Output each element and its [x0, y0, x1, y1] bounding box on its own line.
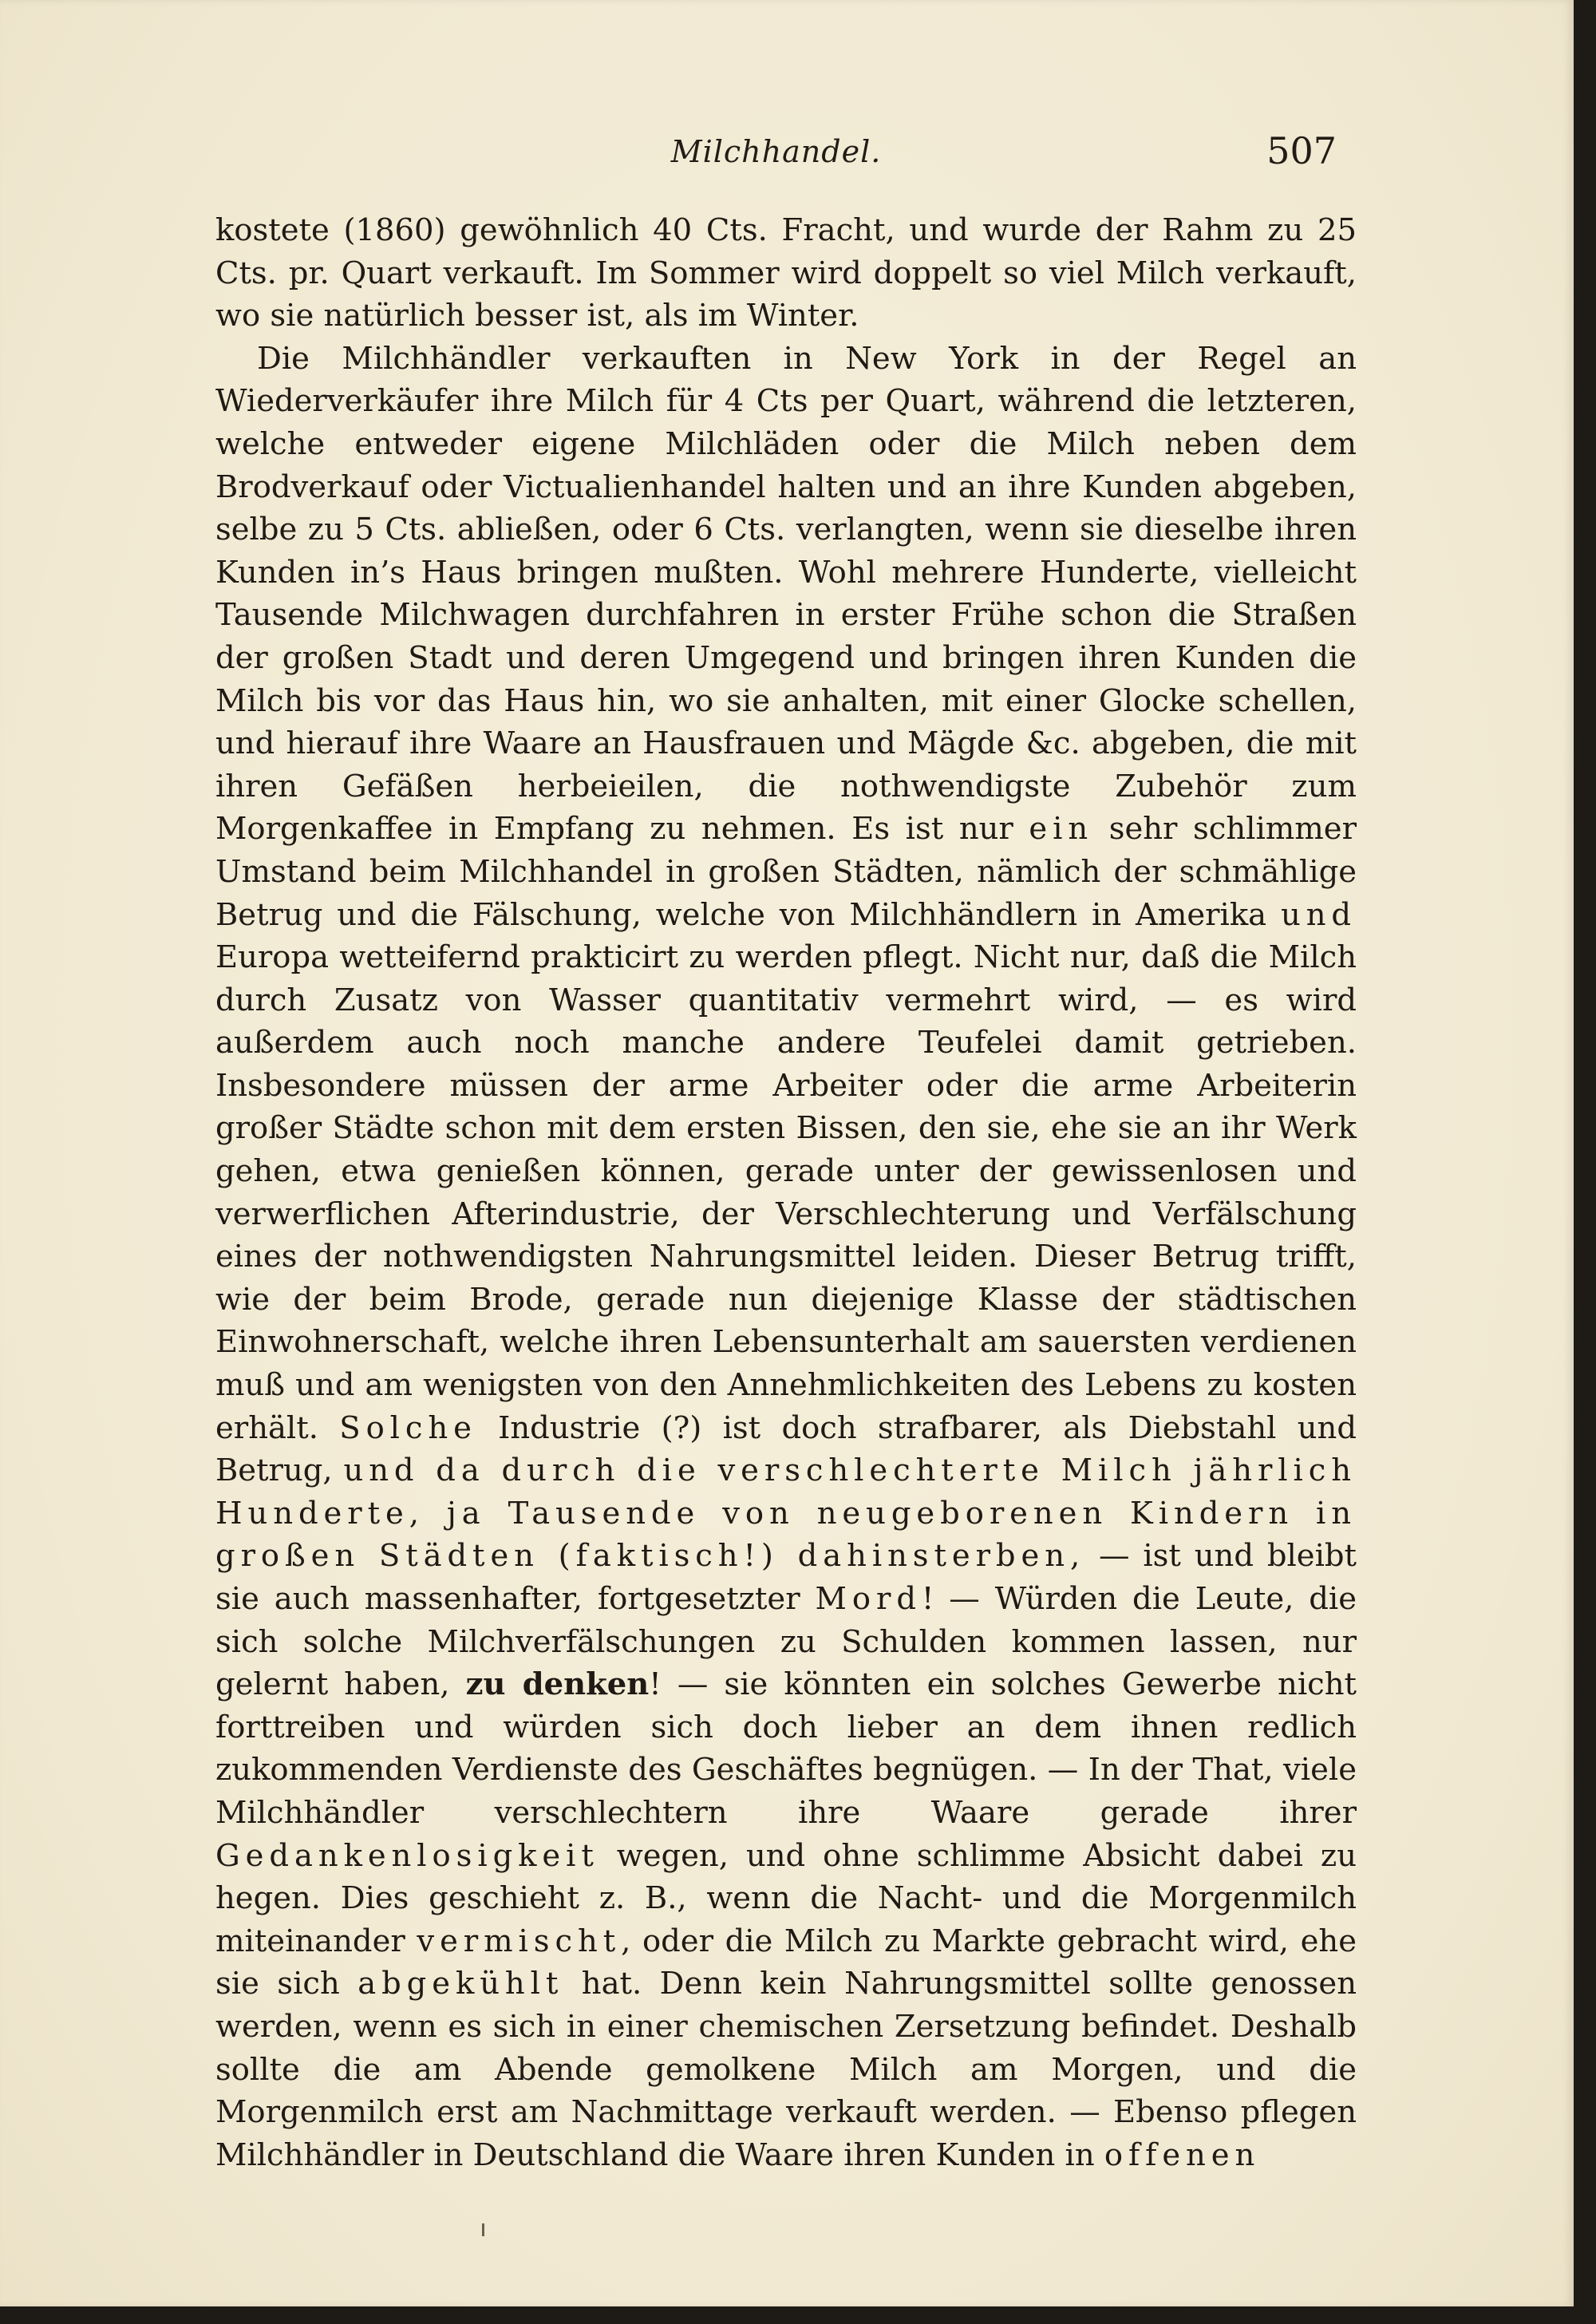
- paragraph: [215, 338, 1357, 2177]
- text-segment: kostete (1860) gewöhnlich 40 Cts. Fracht, und wurde der Rahm zu 25 Cts. pr. Quart verkauft. Im Sommer wird doppelt so viel Milch verkauft, wo sie natürlich besser ist, als im Winter.: [215, 212, 1357, 334]
- scan-edge-bottom: [0, 2306, 1596, 2324]
- bold-text-segment: zu denken: [465, 1666, 650, 1703]
- spaced-emphasis-segment: ein: [1029, 811, 1094, 848]
- text-segment: Europa wetteifernd prakticirt zu werden pflegt. Nicht nur, daß die Milch durch Zusatz von Wasser quantitativ vermehrt wird, — es wird außerdem auch noch manche andere Teufelei damit getrieben. Insbesondere müssen der arme Arbeiter oder die arme Arbeiterin großer Städte schon mit dem ersten Bissen, den sie, ehe sie an ihr Werk gehen, etwa genießen können, gerade unter der gewissenlosen und verwerflichen Afterindustrie, der Verschlechterung und Verfälschung eines der nothwendigsten Nahrungsmittel leiden. Dieser Betrug trifft, wie der beim Brode, gerade nun diejenige Klasse der städtischen Einwohnerschaft, welche ihren Lebensunterhalt am sauersten verdienen muß und am wenigsten von den Annehmlichkeiten des Lebens zu kosten erhält.: [215, 939, 1357, 1446]
- spaced-emphasis-segment: Gedankenlosigkeit: [215, 1837, 599, 1874]
- spaced-emphasis-segment: abgekühlt: [358, 1966, 564, 2002]
- spaced-emphasis-segment: Solche: [339, 1409, 477, 1446]
- spaced-emphasis-segment: Mord: [815, 1581, 922, 1617]
- printer-mark: [482, 2223, 484, 2236]
- paragraph: [215, 209, 1357, 338]
- text-segment: , oder die Milch zu Markte gebracht wird, ehe sie sich: [215, 1923, 1357, 2002]
- scan-edge-right: [1574, 0, 1596, 2324]
- spaced-emphasis-segment: und da durch die verschlechterte Milch jährlich Hunderte, ja Tausende von neugeborenen Kindern in großen Städten (faktisch!) dahinsterben,: [215, 1452, 1357, 1575]
- running-title: Milchhandel.: [670, 134, 882, 169]
- text-segment: Industrie (?) ist doch strafbarer, als Diebstahl und Betrug,: [215, 1409, 1357, 1489]
- text-segment: ! — Würden die Leute, die sich solche Milchverfälschungen zu Schulden kommen lassen, nur gelernt haben,: [215, 1581, 1357, 1703]
- text-segment: ! — sie könnten ein solches Gewerbe nicht forttreiben und würden sich doch lieber an dem ihnen redlich zukommenden Verdienste des Geschäftes begnügen. — In der That, viele Milchhändler verschlechtern ihre Waare gerade ihrer: [215, 1666, 1357, 1831]
- text-segment: — ist und bleibt sie auch massenhafter, fortgesetzter: [215, 1538, 1357, 1617]
- spaced-emphasis-segment: offenen: [1104, 2136, 1261, 2173]
- text-segment: wegen, und ohne schlimme Absicht dabei zu hegen. Dies geschieht z. B., wenn die Nacht- und die Morgenmilch miteinander: [215, 1837, 1357, 1959]
- spaced-emphasis-segment: vermischt: [417, 1923, 622, 1959]
- page-header: [215, 128, 1337, 176]
- text-segment: sehr schlimmer Umstand beim Milchhandel in großen Städten, nämlich der schmählige Betrug und die Fälschung, welche von Milchhändlern in Amerika: [215, 811, 1357, 933]
- spaced-emphasis-segment: und: [1280, 896, 1357, 933]
- text-segment: hat. Denn kein Nahrungsmittel sollte genossen werden, wenn es sich in einer chemischen Zersetzung befindet. Deshalb sollte die am Abende gemolkene Milch am Morgen, und die Morgenmilch erst am Nachmittage verkauft werden. — Ebenso pflegen Milchhändler in Deutschland die Waare ihren Kunden in: [215, 1966, 1357, 2173]
- text-segment: Die Milchhändler verkauften in New York in der Regel an Wiederverkäufer ihre Milch für 4 Cts per Quart, während die letzteren, welche entweder eigene Milchläden oder die Milch neben dem Brodverkauf oder Victualienhandel halten und an ihre Kunden abgeben, selbe zu 5 Cts. abließen, oder 6 Cts. verlangten, wenn sie dieselbe ihren Kunden in’s Haus bringen mußten. Wohl mehrere Hunderte, vielleicht Tausende Milchwagen durchfahren in erster Frühe schon die Straßen der großen Stadt und deren Umgegend und bringen ihren Kunden die Milch bis vor das Haus hin, wo sie anhalten, mit einer Glocke schellen, und hierauf ihre Waare an Hausfrauen und Mägde &c. abgeben, die mit ihren Gefäßen herbeieilen, die nothwendigste Zubehör zum Morgenkaffee in Empfang zu nehmen. Es ist nur: [215, 340, 1357, 848]
- body-text: [215, 209, 1357, 2176]
- page-number: 507: [1266, 129, 1337, 172]
